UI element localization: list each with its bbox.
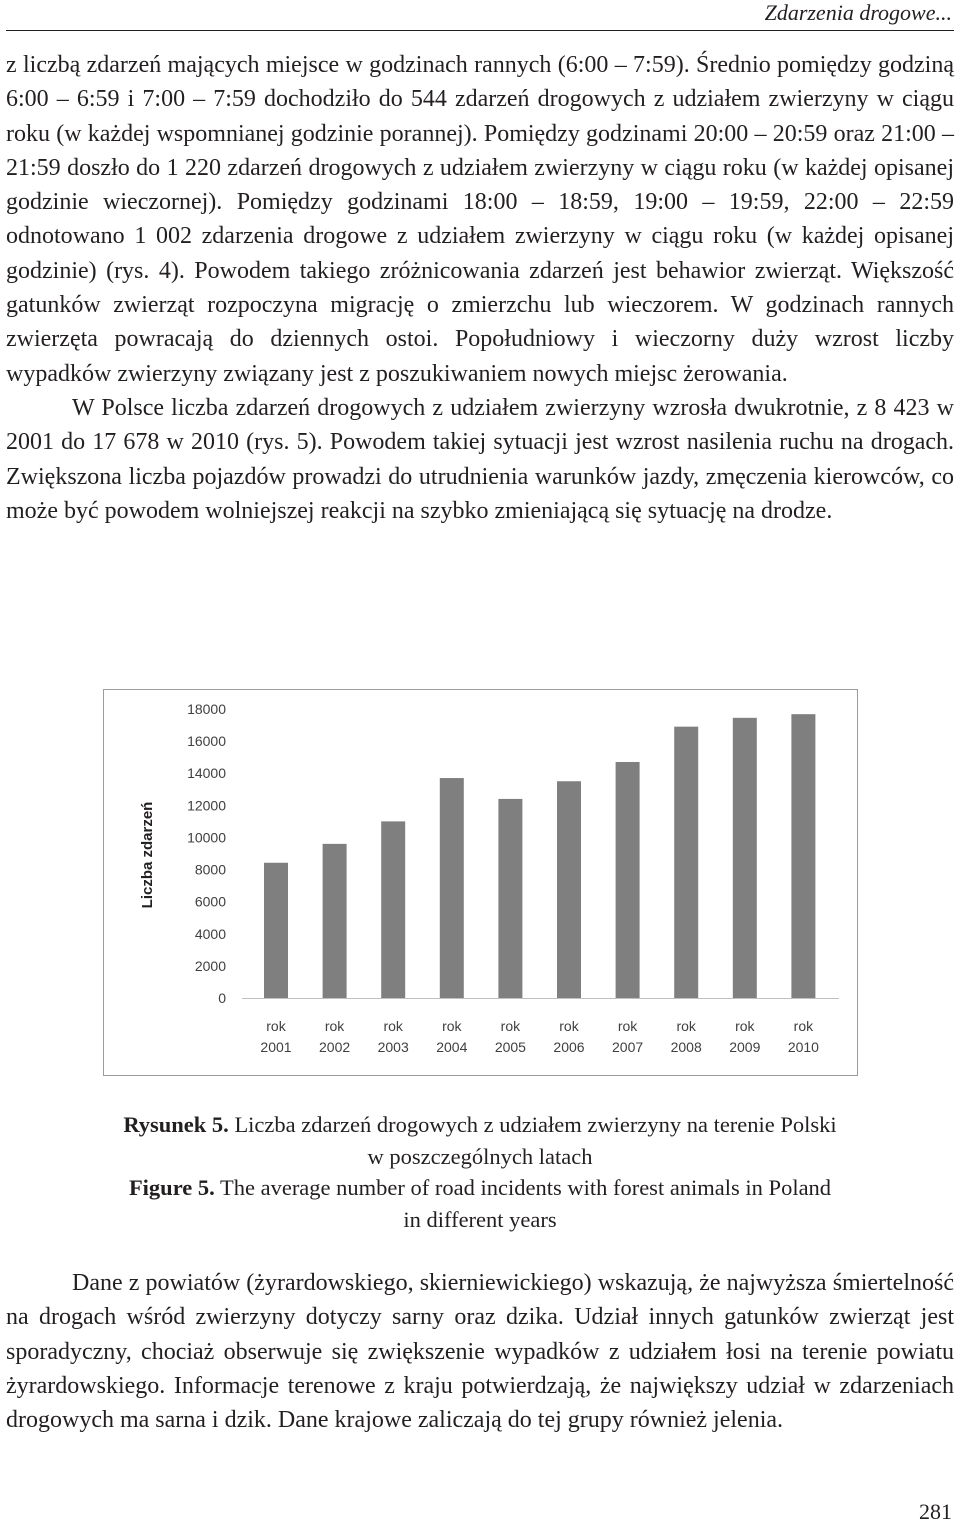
bar (733, 718, 757, 998)
paragraph-1-text: z liczbą zdarzeń mających miejsce w godzinach rannych (6:00 – 7:59). Średnio pomiędzy godziną 6:00 – 6:59 i 7:00 – 7:59 dochodziło do 544 zdarzeń drogowych z udziałem zwierzyny w ciągu roku (w każdej wspomnianej godzinie porannej). Pomiędzy godzinami 20:00 – 20:59 oraz 21:00 – 21:59 doszło do 1 220 zdarzeń drogowych z udziałem zwierzyny w ciągu roku (w każdej opisanej godzinie wieczornej). Pomiędzy godzinami 18:00 – 18:59, 19:00 – 19:59, 22:00 – 22:59 odnotowano 1 002 zdarzenia drogowe z udziałem zwierzyny w ciągu roku (w każdej opisanej godzinie) (rys. 4). Powodem takiego zróżnicowania zdarzeń jest behawior zwierząt. Większość gatunków zwierząt rozpoczyna migrację o zmierzchu lub wieczorem. W godzinach rannych zwierzęta powracają do dziennych ostoi. Popołudniowy i wieczorny duży wzrost liczby wypadków zwierzyny związany jest z poszukiwaniem nowych miejsc żerowania. (6, 52, 954, 387)
y-tick-label: 8000 (194, 861, 226, 878)
y-tick-label: 0 (218, 990, 226, 1006)
x-tick-label: rok (793, 1018, 814, 1034)
x-tick-label: rok (324, 1018, 345, 1034)
y-tick-label: 4000 (194, 925, 226, 942)
x-tick-label: 2002 (319, 1039, 351, 1055)
header-rule (6, 30, 954, 31)
paragraph-1 (6, 48, 954, 528)
x-tick-label: 2007 (612, 1039, 644, 1055)
x-tick-label: rok (266, 1018, 286, 1034)
running-head: Zdarzenia drogowe... (764, 0, 952, 25)
x-tick-label: 2003 (377, 1039, 409, 1055)
caption-english-label: Figure 5. (128, 1175, 215, 1200)
x-tick-label: 2005 (494, 1039, 526, 1055)
bar (616, 762, 640, 998)
x-tick-label: rok (617, 1018, 638, 1034)
x-tick-label: rok (442, 1018, 462, 1034)
y-tick-label: 14000 (187, 765, 226, 782)
bar (674, 727, 698, 998)
x-tick-label: rok (676, 1018, 696, 1034)
paragraph-3 (6, 1266, 954, 1437)
caption-polish-text-line2: w poszczególnych latach (367, 1143, 593, 1169)
bar (323, 844, 347, 998)
x-tick-label: 2008 (670, 1039, 702, 1055)
caption-english (0, 1172, 960, 1235)
bar (440, 778, 464, 998)
x-tick-label: rok (559, 1018, 579, 1034)
caption-polish-label: Rysunek 5. (123, 1112, 229, 1137)
bar (791, 714, 815, 998)
x-tick-label: 2009 (729, 1039, 761, 1055)
x-tick-label: 2010 (787, 1039, 819, 1055)
y-axis-title: Liczba zdarzeń (139, 801, 156, 909)
y-tick-label: 16000 (187, 733, 226, 750)
bar-chart (104, 690, 859, 1077)
y-tick-label: 18000 (187, 701, 226, 717)
x-tick-label: rok (383, 1018, 403, 1034)
paragraph-2-text: W Polsce liczba zdarzeń drogowych z udziałem zwierzyny wzrosła dwukrotnie, z 8 423 w 2001 do 17 678 w 2010 (rys. 5). Powodem takiej sytuacji jest wzrost nasilenia ruchu na drogach. Zwiększona liczba pojazdów prowadzi do utrudnienia warunków jazdy, zmęczenia kierowców, co może być powodem wolniejszej reakcji na szybko zmieniającą się sytuację na drodze. (6, 394, 954, 524)
x-tick-label: rok (500, 1018, 521, 1034)
figure-5-chart (103, 689, 858, 1076)
y-tick-label: 2000 (194, 957, 226, 974)
x-tick-label: 2001 (260, 1039, 292, 1055)
caption-english-text: The average number of road incidents with forest animals in Poland (214, 1175, 832, 1200)
x-tick-label: rok (735, 1018, 755, 1034)
bar (498, 799, 522, 998)
caption-polish-text: Liczba zdarzeń drogowych z udziałem zwierzyny na terenie Polski (228, 1112, 837, 1137)
bar (557, 781, 581, 998)
caption-english-text-line2: in different years (403, 1206, 557, 1232)
y-tick-label: 6000 (194, 893, 226, 910)
paragraph-3-text: Dane z powiatów (żyrardowskiego, skierniewickiego) wskazują, że najwyższa śmiertelność na drogach wśród zwierzyny dotyczy sarny oraz dzika. Udział innych gatunków zwierząt jest sporadyczny, chociaż obserwuje się zwiększenie wypadków z udziałem łosi na terenie powiatu żyrardowskiego. Informacje terenowe z kraju potwierdzają, że największy udział w zdarzeniach drogowych ma sarna i dzik. Dane krajowe zaliczają do tej grupy również jelenia. (6, 1270, 954, 1434)
page-number: 281 (919, 1499, 952, 1524)
bar (381, 821, 405, 998)
caption-polish (0, 1109, 960, 1172)
y-tick-label: 12000 (187, 797, 226, 814)
x-tick-label: 2006 (553, 1039, 585, 1055)
bar (264, 863, 288, 998)
x-tick-label: 2004 (436, 1039, 468, 1055)
y-tick-label: 10000 (187, 829, 226, 846)
